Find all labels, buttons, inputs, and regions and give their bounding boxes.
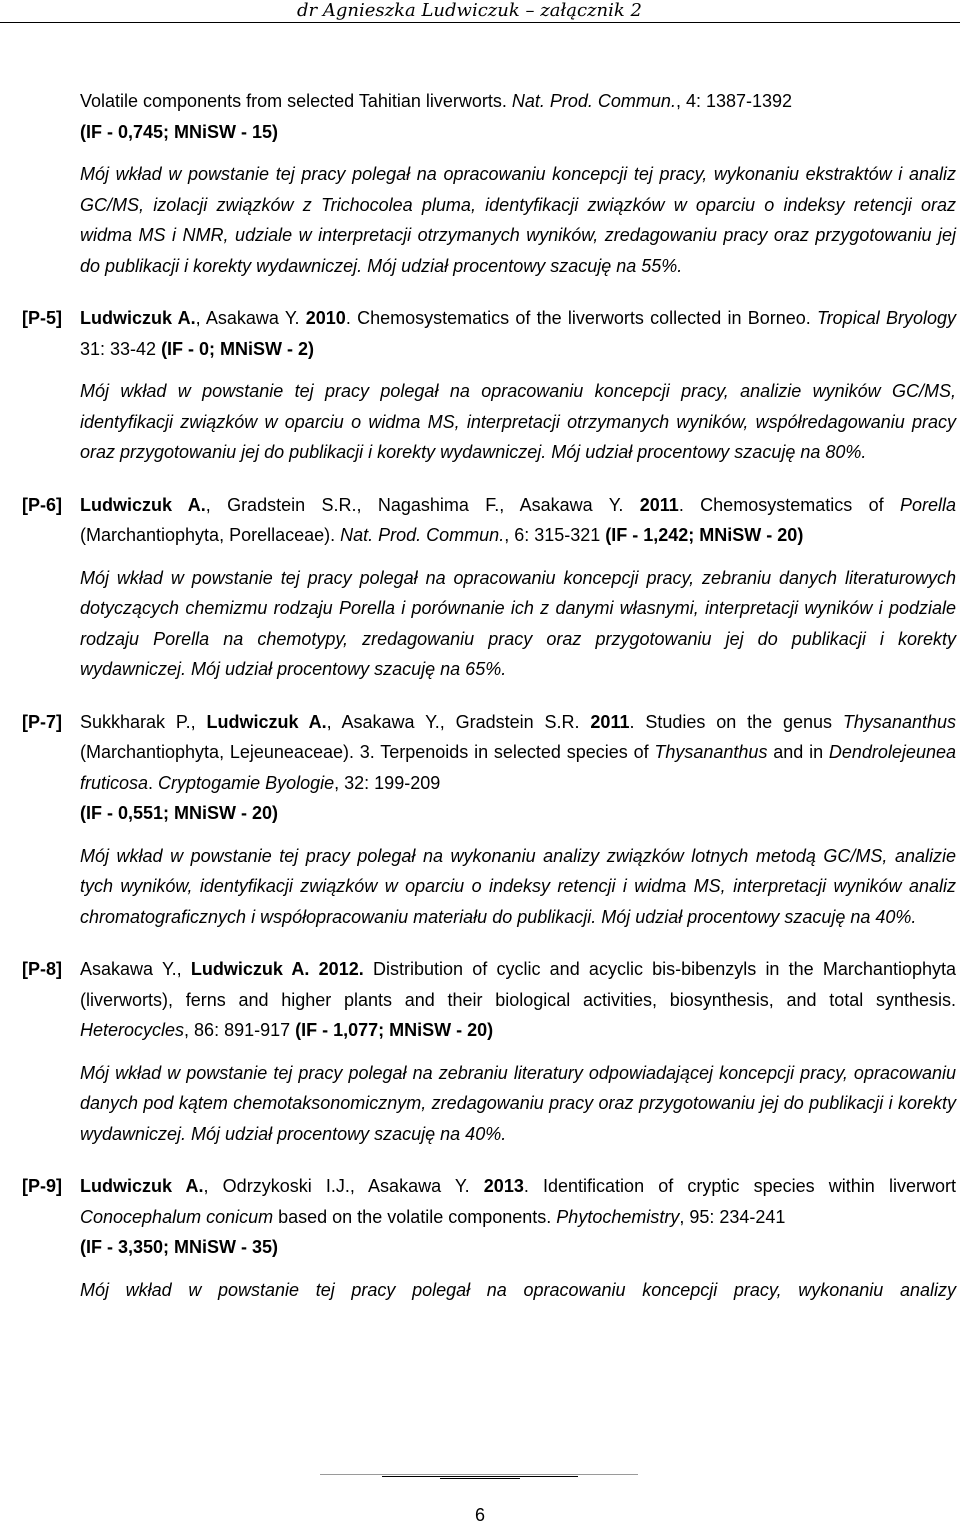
citation: Ludwiczuk A., Odrzykoski I.J., Asakawa Y. 2013. Identification of cryptic species within liverwort Conocephalum conicum based on the volatile components. Phytochemistry, 95: 234-241 (80, 1176, 956, 1227)
contribution-statement: Mój wkład w powstanie tej pracy polegał na opracowaniu koncepcji pracy, wykonaniu analizy (80, 1279, 956, 1300)
citation: Ludwiczuk A., Asakawa Y. 2010. Chemosystematics of the liverworts collected in Borneo. Tropical Bryology 31: 33-42 (IF - 0; MNiSW - 2) (80, 308, 956, 359)
publication-p6 (22, 490, 956, 551)
document-body (22, 86, 956, 1305)
citation: Ludwiczuk A., Gradstein S.R., Nagashima F., Asakawa Y. 2011. Chemosystematics of Porella (Marchantiophyta, Porellaceae). Nat. Prod. Commun., 6: 315-321 (IF - 1,242; MNiSW - 20) (80, 494, 956, 545)
publication-label: [P-5] (22, 308, 62, 328)
contribution-statement: Mój wkład w powstanie tej pracy polegał na opracowaniu koncepcji pracy, zebraniu danych literaturowych dotyczących chemizmu rodzaju Porella i porównanie ich z danymi własnymi, interpretacji wyników i podziale rodzaju Porella na chemotypy, zredagowaniu pracy oraz przygotowaniu jej do publikacji i korekty wydawniczej. Mój udział procentowy szacuję na 65%. (80, 567, 956, 679)
header-text: dr Agnieszka Ludwiczuk – załącznik 2 (297, 0, 642, 21)
publication-p8 (22, 954, 956, 1046)
contribution-statement: Mój wkład w powstanie tej pracy polegał na wykonaniu analizy związków lotnych metodą GC/MS, analizie tych wyników, identyfikacji związków w oparciu o indeksy retencji i widma MS, interpretacji wyników analiz chromatograficznych i współopracowaniu materiału do publikacji. Mój udział procentowy szacuję na 40%. (80, 845, 956, 927)
contribution-statement: Mój wkład w powstanie tej pracy polegał na zebraniu literatury odpowiadającej koncepcji pracy, opracowaniu danych pod kątem chemotaksonomicznym, zredagowaniu pracy oraz przygotowaniu jej do publikacji i korekty wydawniczej. Mój udział procentowy szacuję na 40%. (80, 1062, 956, 1144)
page-header (0, 0, 960, 23)
publication-p9 (22, 1171, 956, 1263)
publication-label: [P-7] (22, 711, 62, 732)
publication-label: [P-9] (22, 1176, 62, 1196)
citation-metrics: (IF - 0,551; MNiSW - 20) (80, 803, 279, 823)
citation-line: Volatile components from selected Tahitian liverworts. Nat. Prod. Commun., 4: 1387-1392 (80, 91, 793, 111)
publication-label: [P-6] (22, 494, 62, 515)
publication-label: [P-8] (22, 959, 62, 979)
footer-rule (320, 1474, 640, 1478)
citation: Sukkharak P., Ludwiczuk A., Asakawa Y., Gradstein S.R. 2011. Studies on the genus Thysananthus (Marchantiophyta, Lejeuneaceae). 3. Terpenoids in selected species of Thysananthus and in Dendrolejeunea fruticosa. Cryptogamie Byologie, 32: 199-209 (80, 711, 956, 793)
contribution-statement: Mój wkład w powstanie tej pracy polegał na opracowaniu koncepcji tej pracy, wykonaniu ekstraktów i analiz GC/MS, izolacji związków z Trichocolea pluma, identyfikacji związków w oparciu o indeksy retencji oraz widma MS i NMR, udziale w interpretacji otrzymanych wyników, zredagowaniu pracy oraz przygotowaniu jej do publikacji i korekty wydawniczej. Mój udział procentowy szacuję na 55%. (80, 164, 956, 276)
publication-p7 (22, 707, 956, 829)
citation-metrics: (IF - 0,745; MNiSW - 15) (80, 121, 279, 142)
publication-p5 (22, 303, 956, 364)
citation: Asakawa Y., Ludwiczuk A. 2012. Distribution of cyclic and acyclic bis-bibenzyls in the Marchantiophyta (liverworts), ferns and higher plants and their biological activities, biosynthesis, and total synthesis. Heterocycles, 86: 891-917 (IF - 1,077; MNiSW - 20) (80, 959, 956, 1040)
contribution-statement: Mój wkład w powstanie tej pracy polegał na opracowaniu koncepcji pracy, analizie wyników GC/MS, identyfikacji związków w oparciu o widma MS, interpretacji otrzymanych wyników, współredagowaniu pracy oraz przygotowaniu jej do publikacji i korekty wydawniczej. Mój udział procentowy szacuję na 80%. (80, 381, 956, 462)
citation-metrics: (IF - 3,350; MNiSW - 35) (80, 1237, 279, 1257)
publication-continued (80, 86, 956, 147)
page-number: 6 (474, 1505, 485, 1525)
